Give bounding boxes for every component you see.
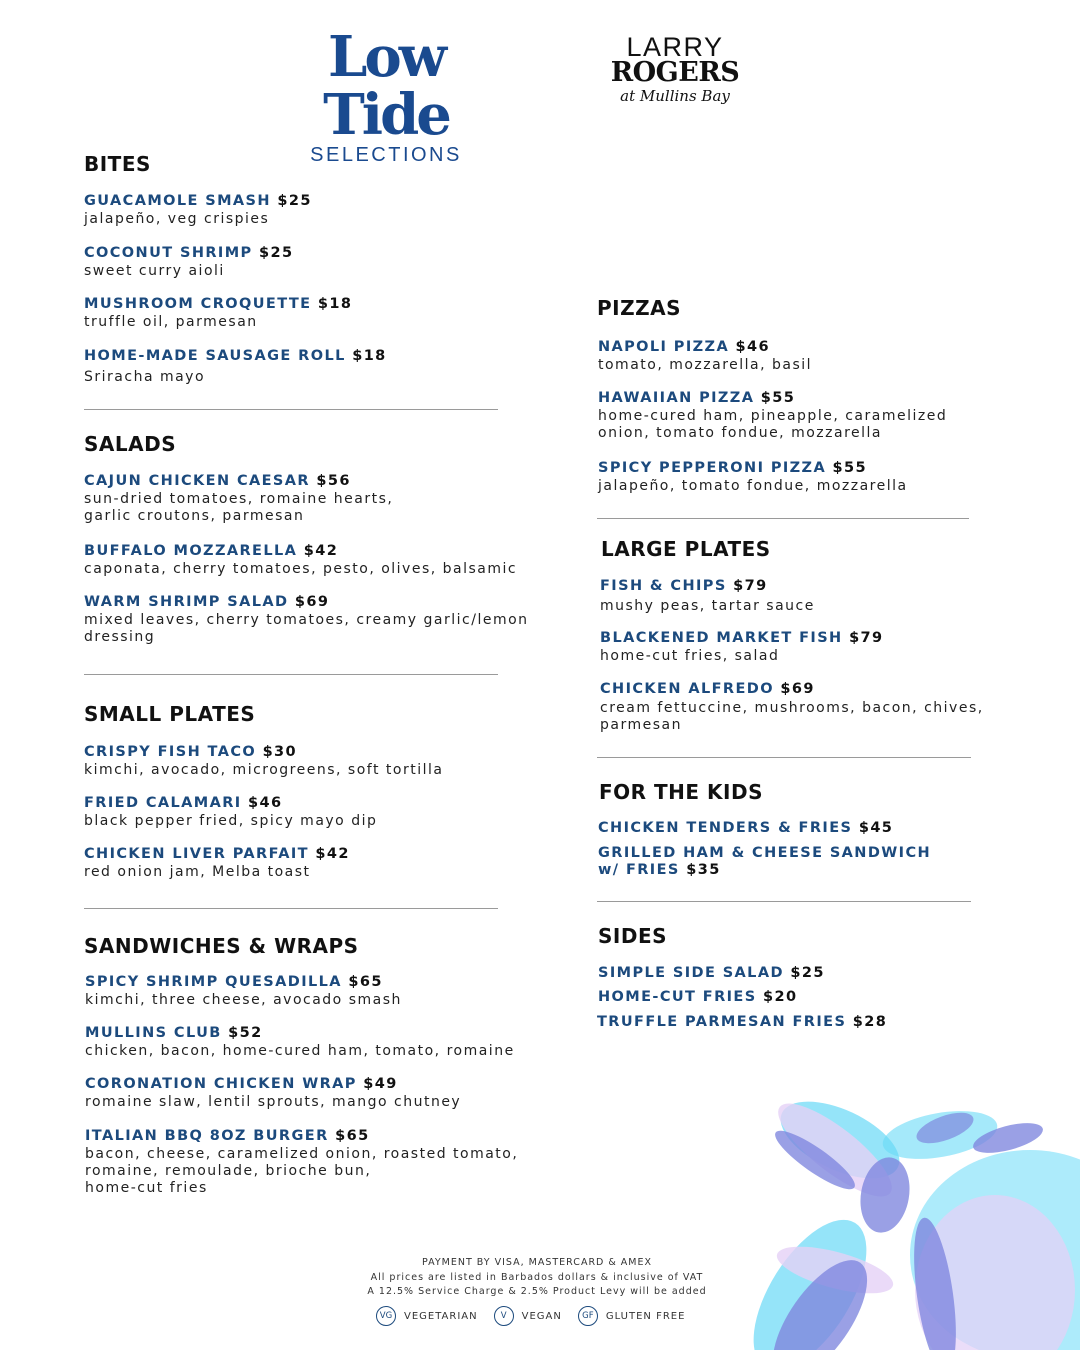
item-price: $52 [228, 1025, 263, 1041]
section-title-small-plates: SMALL PLATES [84, 702, 256, 726]
menu-item [600, 629, 884, 665]
item-description: cream fettuccine, mushrooms, bacon, chives, [600, 700, 984, 716]
menu-item [597, 1013, 887, 1031]
menu-item [84, 295, 352, 331]
item-price: $69 [294, 594, 330, 610]
item-price: $69 [780, 681, 815, 697]
section-title-sandwiches: SANDWICHES & WRAPS [84, 934, 359, 958]
item-description: mixed leaves, cherry tomatoes, creamy garlic/lemon [84, 612, 529, 628]
item-name: GUACAMOLE SMASH [84, 193, 271, 209]
item-description: parmesan [600, 717, 682, 733]
item-name: BLACKENED MARKET FISH [600, 630, 843, 646]
item-name: FRIED CALAMARI [84, 795, 242, 811]
section-divider [84, 674, 498, 675]
section-title-kids: FOR THE KIDS [599, 780, 763, 804]
menu-item [84, 192, 312, 228]
gluten-free-badge-icon: GF [578, 1306, 598, 1326]
menu-item [598, 389, 947, 442]
footer-currency-note: All prices are listed in Barbados dollars & inclusive of VAT [370, 1271, 704, 1283]
item-description: red onion jam, Melba toast [84, 864, 311, 880]
menu-item [598, 844, 931, 878]
item-name: CHICKEN TENDERS & FRIES [598, 820, 853, 836]
item-price: $65 [335, 1128, 370, 1144]
item-price: $42 [303, 543, 339, 559]
item-name: CHICKEN LIVER PARFAIT [84, 846, 309, 862]
menu-item [84, 845, 350, 881]
item-price: $79 [733, 578, 768, 594]
item-name: COCONUT SHRIMP [84, 245, 253, 261]
legend-label: VEGAN [521, 1310, 562, 1322]
dietary-legend [376, 1306, 701, 1326]
menu-item [85, 1127, 518, 1197]
menu-item [598, 459, 908, 495]
menu-item [85, 1075, 461, 1111]
vegan-badge-icon: V [494, 1306, 514, 1326]
item-price: $65 [348, 974, 383, 990]
menu-item [598, 338, 812, 374]
item-price: $30 [262, 744, 298, 760]
section-divider [597, 518, 969, 519]
larry-rogers-logo-line2: ROGERS [610, 57, 740, 88]
item-description: home-cured ham, pineapple, caramelized [598, 408, 948, 424]
item-description: home-cut fries [85, 1180, 208, 1196]
item-price: $18 [317, 296, 353, 312]
item-description: dressing [84, 629, 156, 645]
item-price: $79 [849, 630, 884, 646]
menu-item [598, 988, 798, 1006]
item-name: SPICY SHRIMP QUESADILLA [85, 974, 342, 990]
item-price: $56 [316, 473, 351, 489]
section-divider [84, 409, 498, 410]
footer-payment: PAYMENT BY VISA, MASTERCARD & AMEX [421, 1257, 653, 1268]
item-description: romaine, remoulade, brioche bun, [85, 1163, 372, 1179]
low-tide-logo-sub: SELECTIONS [310, 144, 462, 166]
menu-item [84, 244, 294, 280]
item-description: onion, tomato fondue, mozzarella [598, 425, 882, 441]
section-title-pizzas: PIZZAS [597, 296, 681, 320]
item-price: $45 [858, 820, 894, 836]
larry-rogers-logo-line3: at Mullins Bay [620, 87, 730, 105]
menu-item [84, 743, 443, 779]
item-price: $25 [259, 245, 294, 261]
item-name-continued: w/ FRIES [598, 862, 680, 878]
section-divider [597, 901, 971, 902]
larry-rogers-logo [608, 34, 742, 106]
item-name: CAJUN CHICKEN CAESAR [84, 473, 310, 489]
item-name: TRUFFLE PARMESAN FRIES [597, 1014, 847, 1030]
item-name: SPICY PEPPERONI PIZZA [598, 460, 827, 476]
menu-item [600, 680, 984, 734]
item-name: SIMPLE SIDE SALAD [598, 965, 784, 981]
section-divider [597, 757, 971, 758]
item-description: Sriracha mayo [84, 369, 206, 385]
item-price: $28 [852, 1014, 888, 1030]
section-title-sides: SIDES [598, 924, 668, 948]
item-description: garlic croutons, parmesan [84, 508, 305, 524]
item-price: $42 [315, 846, 350, 862]
item-name: HAWAIIAN PIZZA [598, 390, 755, 406]
menu-item [85, 1024, 515, 1060]
section-title-large-plates: LARGE PLATES [601, 537, 771, 561]
item-price: $35 [686, 862, 721, 878]
item-price: $55 [760, 390, 796, 406]
item-description: chicken, bacon, home-cured ham, tomato, romaine [85, 1043, 515, 1059]
item-description: bacon, cheese, caramelized onion, roasted tomato, [85, 1146, 519, 1162]
low-tide-logo [258, 24, 514, 166]
legend-label: VEGETARIAN [404, 1310, 478, 1322]
item-name: GRILLED HAM & CHEESE SANDWICH [598, 845, 932, 861]
item-price: $49 [363, 1076, 398, 1092]
item-description: tomato, mozzarella, basil [598, 357, 813, 373]
item-description: romaine slaw, lentil sprouts, mango chutney [85, 1094, 462, 1110]
item-price: $18 [352, 348, 387, 364]
item-name: CRISPY FISH TACO [84, 744, 257, 760]
item-price: $25 [790, 965, 825, 981]
item-name: HOME-MADE SAUSAGE ROLL [84, 348, 346, 364]
item-description: truffle oil, parmesan [84, 314, 258, 330]
item-price: $46 [248, 795, 283, 811]
menu-item [85, 973, 402, 1009]
item-name: BUFFALO MOZZARELLA [84, 543, 298, 559]
menu-item [598, 964, 825, 982]
item-description: sweet curry aioli [84, 263, 225, 279]
item-description: mushy peas, tartar sauce [600, 598, 815, 614]
item-name: HOME-CUT FRIES [598, 989, 757, 1005]
menu-item [598, 819, 893, 837]
item-name: NAPOLI PIZZA [598, 339, 730, 355]
item-name: FISH & CHIPS [600, 578, 727, 594]
item-price: $55 [832, 460, 868, 476]
item-description: sun-dried tomatoes, romaine hearts, [84, 491, 394, 507]
item-description: kimchi, avocado, microgreens, soft tortilla [84, 762, 444, 778]
menu-item [84, 794, 377, 830]
item-price: $46 [735, 339, 770, 355]
item-name: CHICKEN ALFREDO [600, 681, 774, 697]
item-name: MULLINS CLUB [85, 1025, 222, 1041]
footer [300, 1256, 774, 1300]
section-title-salads: SALADS [84, 432, 177, 456]
item-name: ITALIAN BBQ 8OZ BURGER [85, 1128, 329, 1144]
item-description: jalapeño, veg crispies [84, 211, 270, 227]
decorative-leaf-shapes [740, 1090, 1080, 1350]
item-name: WARM SHRIMP SALAD [84, 594, 289, 610]
item-price: $25 [277, 193, 312, 209]
menu-item [84, 593, 529, 646]
item-description: caponata, cherry tomatoes, pesto, olives, balsamic [84, 561, 518, 577]
menu-item [84, 542, 517, 578]
item-description: black pepper fried, spicy mayo dip [84, 813, 378, 829]
item-description: jalapeño, tomato fondue, mozzarella [598, 478, 908, 494]
item-name: CORONATION CHICKEN WRAP [85, 1076, 357, 1092]
section-divider [84, 908, 498, 909]
menu-item [84, 347, 387, 386]
item-description: home-cut fries, salad [600, 648, 780, 664]
low-tide-logo-main: Low Tide [323, 24, 449, 148]
larry-rogers-logo-line1: LARRY [626, 32, 724, 62]
legend-label: GLUTEN FREE [605, 1310, 686, 1322]
footer-service-charge: A 12.5% Service Charge & 2.5% Product Levy will be added [367, 1286, 707, 1297]
item-description: kimchi, three cheese, avocado smash [85, 992, 402, 1008]
item-price: $20 [763, 989, 798, 1005]
section-title-bites: BITES [84, 152, 151, 176]
vegetarian-badge-icon: VG [376, 1306, 396, 1326]
menu-item [84, 472, 393, 525]
item-name: MUSHROOM CROQUETTE [84, 296, 312, 312]
menu-item [600, 577, 815, 615]
